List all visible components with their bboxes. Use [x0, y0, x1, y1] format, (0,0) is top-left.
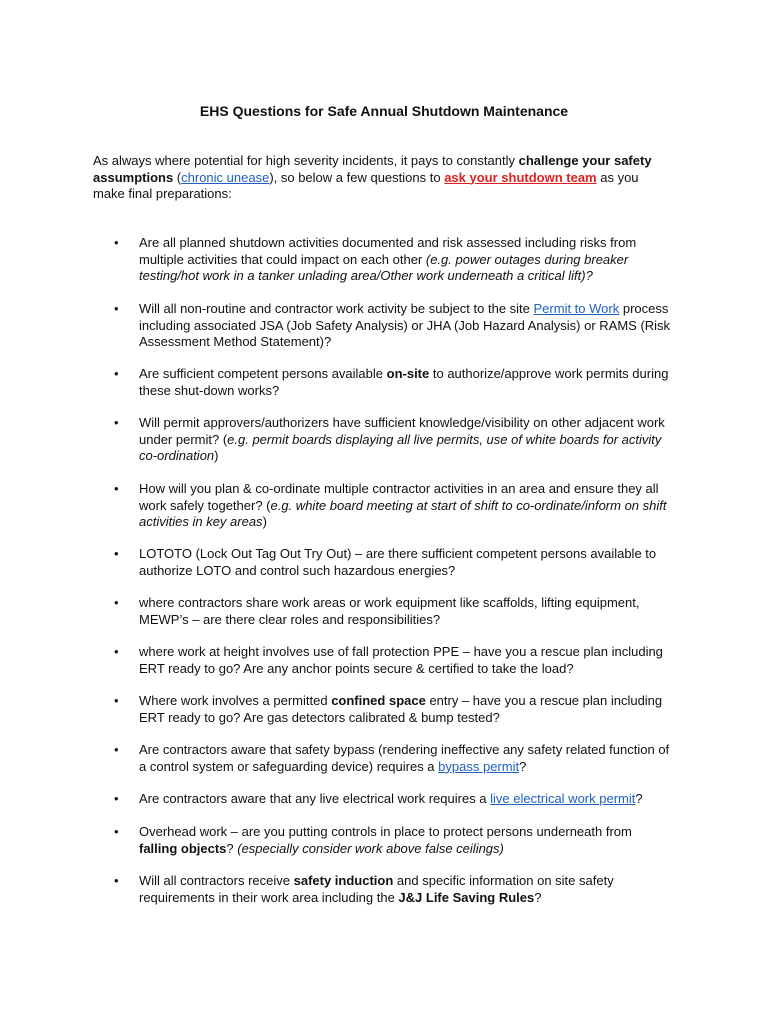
- list-item-12: [139, 824, 671, 857]
- item-text: Are all planned shutdown activities documented and risk assessed including risks from multiple activities that could impact on each other: [139, 235, 637, 267]
- list-item-7: [139, 595, 671, 628]
- item-italic-text: e.g. permit boards displaying all live permits, use of white boards for activity co-ordination: [139, 431, 662, 463]
- page-title: EHS Questions for Safe Annual Shutdown Maintenance: [199, 103, 569, 119]
- bullet-icon: •: [114, 824, 119, 839]
- list-item-4: [139, 415, 671, 465]
- bullet-icon: •: [114, 644, 119, 659]
- item-text: Are contractors aware that any live electrical work requires a: [139, 791, 491, 806]
- item-text: How will you plan & co-ordinate multiple contractor activities in an area and ensure they all work safely together? (: [139, 481, 659, 513]
- bullet-icon: •: [114, 742, 119, 757]
- item-text: ?: [519, 758, 527, 774]
- intro-text-4: as you make final preparations:: [93, 169, 639, 201]
- intro-paragraph: [93, 153, 673, 203]
- item-text: Where work involves a permitted: [139, 693, 332, 708]
- bullet-icon: •: [114, 481, 119, 496]
- chronic-unease-link[interactable]: chronic unease: [181, 169, 270, 185]
- bullet-icon: •: [114, 235, 119, 250]
- intro-text-1: As always where potential for high severity incidents, it pays to constantly: [93, 153, 519, 168]
- item-text: ): [214, 448, 219, 463]
- item-text: where work at height involves use of fall protection PPE – have you a rescue plan including ERT ready to go? Are any anchor points secure & certified to take the load?: [139, 644, 663, 676]
- item-text: Will permit approvers/authorizers have sufficient knowledge/visibility on other adjacent work under permit? (: [139, 415, 665, 447]
- list-item-1: [139, 235, 671, 285]
- intro-text-2: (: [173, 169, 182, 185]
- live-electrical-work-permit-link[interactable]: live electrical work permit: [490, 791, 636, 806]
- item-italic-text: (e.g. power outages during breaker testing/hot work in a tanker unlading area/Other work underneath a critical lift)?: [139, 251, 629, 283]
- item-text: Will all non-routine and contractor work activity be subject to the site: [139, 301, 534, 316]
- bullet-icon: •: [114, 873, 119, 888]
- item-text: where contractors share work areas or work equipment like scaffolds, lifting equipment, MEWP’s – are there clear roles and responsibilities?: [139, 595, 640, 627]
- item-text: to authorize/approve work permits during these shut-down works?: [139, 366, 669, 398]
- bullet-icon: •: [114, 791, 119, 806]
- bullet-icon: •: [114, 546, 119, 561]
- intro-bold-text: challenge your safety assumptions: [93, 153, 652, 185]
- list-item-5: [139, 481, 671, 531]
- item-text: ?: [534, 889, 542, 905]
- bullet-icon: •: [114, 301, 119, 316]
- item-text: ?: [635, 791, 643, 806]
- item-bold-text: safety induction: [293, 873, 394, 888]
- item-bold-text: J&J Life Saving Rules: [398, 889, 535, 905]
- list-item-13: [139, 873, 671, 906]
- item-text: LOTOTO (Lock Out Tag Out Try Out) – are there sufficient competent persons available to authorize LOTO and control such hazardous energies?: [139, 546, 657, 578]
- list-item-10: [139, 742, 671, 775]
- list-item-8: [139, 644, 671, 677]
- list-item-9: [139, 693, 671, 726]
- bullet-icon: •: [114, 595, 119, 610]
- permit-to-work-link[interactable]: Permit to Work: [533, 301, 620, 316]
- item-italic-text: e.g. white board meeting at start of shift to co-ordinate/inform on shift activities in key areas: [139, 497, 667, 529]
- item-italic-text: (especially consider work above false ceilings): [237, 840, 504, 856]
- item-bold-text: confined space: [331, 693, 426, 708]
- item-bold-text: on-site: [386, 366, 430, 381]
- item-text: Overhead work – are you putting controls in place to protect persons underneath from: [139, 824, 632, 839]
- list-item-2: [139, 301, 671, 351]
- bullet-icon: •: [114, 693, 119, 708]
- bullet-icon: •: [114, 366, 119, 381]
- item-text: and specific information on site safety requirements in their work area including the: [139, 873, 614, 905]
- list-item-3: [139, 366, 671, 399]
- bullet-icon: •: [114, 415, 119, 430]
- intro-text-3: ), so below a few questions to: [269, 169, 445, 185]
- item-text: Are contractors aware that safety bypass (rendering ineffective any safety related function of a control system or safeguarding device) requires a: [139, 742, 670, 774]
- item-text: Are sufficient competent persons available: [139, 366, 387, 381]
- item-text: ?: [226, 840, 238, 856]
- list-item-11: [139, 791, 671, 808]
- item-bold-text: falling objects: [139, 840, 227, 856]
- item-text: process including associated JSA (Job Safety Analysis) or JHA (Job Hazard Analysis) or RAMS (Risk Assessment Method Statement)?: [139, 301, 671, 349]
- bypass-permit-link[interactable]: bypass permit: [438, 758, 520, 774]
- ask-shutdown-team-link[interactable]: ask your shutdown team: [444, 169, 597, 185]
- item-text: ): [262, 514, 267, 529]
- list-item-6: [139, 546, 671, 579]
- item-text: Will all contractors receive: [139, 873, 294, 888]
- item-text: entry – have you a rescue plan including ERT ready to go? Are gas detectors calibrated & bump tested?: [139, 693, 663, 725]
